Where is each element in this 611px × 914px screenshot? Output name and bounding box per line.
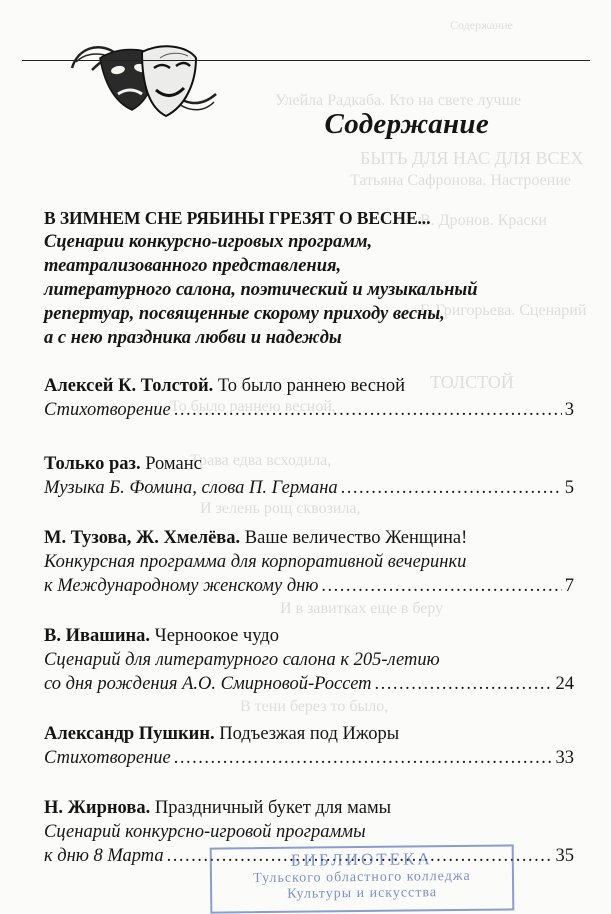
- toc-leader-line: [44, 672, 574, 696]
- entry-title: Ваше величество Женщина!: [244, 528, 468, 548]
- description-line: Сценарии конкурсно-игровых программ,: [44, 232, 373, 252]
- intro-section: [44, 206, 574, 350]
- bleed-through: ТОЛСТОЙ: [430, 372, 514, 392]
- page-number: 7: [564, 576, 574, 596]
- entry-title-line: [44, 722, 574, 746]
- dot-leader: [321, 574, 561, 598]
- bleed-through: И в завитках еще в беру: [280, 600, 444, 617]
- entry-description: [44, 398, 574, 422]
- toc-leader-line: [44, 476, 574, 500]
- entry-description: [44, 648, 574, 696]
- entry-title: То было раннею весной: [217, 376, 406, 396]
- toc-entry: [44, 624, 574, 696]
- stamp-line: Тульского областного колледжа: [253, 868, 471, 887]
- dot-leader: [375, 672, 553, 696]
- bleed-through: И зелень рощ сквозила,: [200, 500, 361, 517]
- entry-title-line: [44, 452, 574, 476]
- entry-author: М. Тузова, Ж. Хмелёва.: [44, 528, 241, 548]
- section-heading: В ЗИМНЕМ СНЕ РЯБИНЫ ГРЕЗЯТ О ВЕСНЕ...: [44, 208, 431, 228]
- bleed-through: В. Дронов. Краски: [420, 212, 547, 229]
- entry-title: Романс: [145, 454, 202, 474]
- entry-title-line: [44, 624, 574, 648]
- description-line: литературного салона, поэтический и музыкальный: [44, 280, 478, 300]
- toc-leader-line: [44, 398, 574, 422]
- entry-description: [44, 746, 574, 770]
- page-number: 24: [555, 674, 574, 694]
- entry-description: [44, 550, 574, 598]
- dot-leader: [341, 476, 562, 500]
- entry-subtitle: со дня рождения А.О. Смирновой-Россет: [44, 674, 372, 694]
- toc-entry: [44, 374, 574, 422]
- entry-subtitle: Сценарий конкурсно-игровой программы: [44, 822, 366, 842]
- page-title: Содержание: [324, 108, 489, 140]
- toc-entry: [44, 722, 574, 770]
- toc-entry: [44, 526, 574, 598]
- description-line: репертуар, посвященные скорому приходу весны,: [44, 304, 445, 324]
- page-number: 5: [564, 478, 574, 498]
- bleed-through: Татьяна Сафронова. Настроение: [350, 172, 571, 189]
- header-divider: [22, 60, 590, 61]
- entry-title: Подъезжая под Ижоры: [219, 724, 400, 744]
- bleed-through: Улейла Радкаба. Кто на свете лучше: [275, 92, 521, 109]
- toc-leader-line: [44, 574, 574, 598]
- entry-subtitle: Музыка Б. Фомина, слова П. Германа: [44, 478, 338, 498]
- page-number: 35: [555, 846, 574, 866]
- bleed-through: То было раннею весной,: [170, 398, 336, 415]
- entry-title-line: [44, 796, 574, 820]
- entry-author: В. Ивашина.: [44, 626, 151, 646]
- toc-entry: [44, 452, 574, 500]
- bleed-through: Содержание: [450, 18, 513, 32]
- entry-author: Н. Жирнова.: [44, 798, 151, 818]
- dot-leader: [174, 746, 553, 770]
- bleed-through: В тени берез то было,: [240, 698, 389, 715]
- theatre-masks-icon: [70, 28, 220, 128]
- entry-subtitle: Сценарий для литературного салона к 205-летию: [44, 650, 440, 670]
- description-line: а с нею праздника любви и надежды: [44, 328, 342, 348]
- stamp-line: БИБЛИОТЕКА: [290, 849, 433, 870]
- entry-subtitle: Стихотворение: [44, 748, 171, 768]
- page-number: 33: [555, 748, 574, 768]
- entry-title: Черноокое чудо: [154, 626, 279, 646]
- entry-subtitle: Стихотворение: [44, 400, 171, 420]
- dot-leader: [174, 398, 562, 422]
- entry-subtitle: к дню 8 Марта: [44, 846, 164, 866]
- entry-author: Алексей К. Толстой.: [44, 376, 214, 396]
- entry-subtitle: Конкурсная программа для корпоративной вечеринки: [44, 552, 467, 572]
- entry-subtitle: к Международному женскому дню: [44, 576, 319, 596]
- entry-description: [44, 476, 574, 500]
- entry-title: Праздничный букет для мамы: [154, 798, 392, 818]
- description-line: театрализованного представления,: [44, 256, 342, 276]
- bleed-through: Трава едва всходила,: [190, 452, 332, 469]
- entry-title-line: [44, 526, 574, 550]
- toc-leader-line: [44, 746, 574, 770]
- library-stamp: [210, 844, 515, 913]
- entry-author: Александр Пушкин.: [44, 724, 215, 744]
- section-description: [44, 230, 574, 350]
- entry-author: Только раз.: [44, 454, 141, 474]
- stamp-line: Культуры и искусства: [287, 885, 438, 902]
- entry-title-line: [44, 374, 574, 398]
- bleed-through: БЫТЬ ДЛЯ НАС ДЛЯ ВСЕХ: [360, 148, 584, 168]
- page-number: 3: [564, 400, 574, 420]
- bleed-through: Г. Григорьева. Сценарий: [420, 302, 587, 319]
